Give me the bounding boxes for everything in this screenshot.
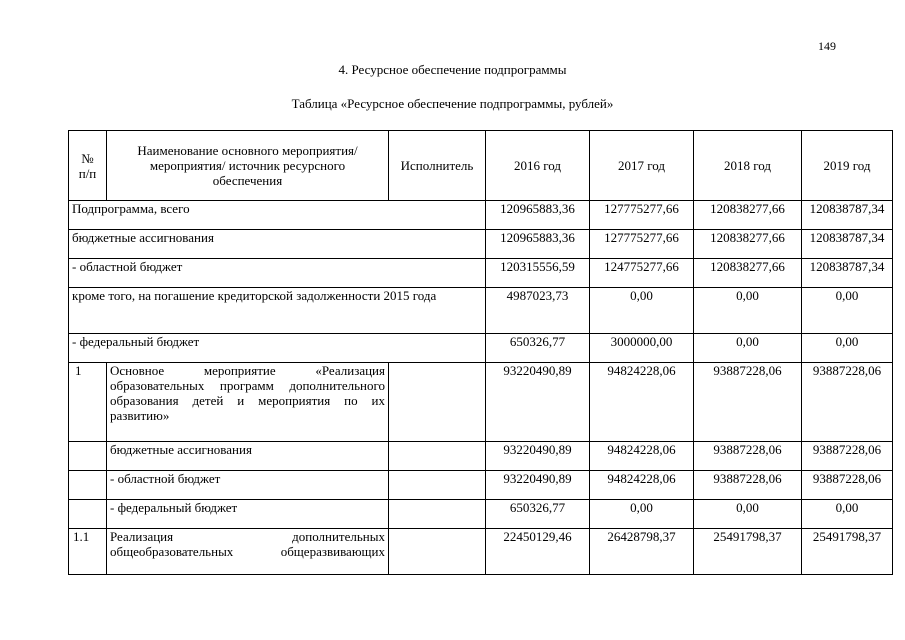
row-executor: [389, 363, 486, 442]
row-label: - областной бюджет: [69, 259, 486, 288]
value-2016: 120965883,36: [486, 230, 590, 259]
row-label: бюджетные ассигнования: [107, 442, 389, 471]
row-num: [69, 442, 107, 471]
table-row: [69, 471, 893, 500]
value-2019: 120838787,34: [802, 201, 893, 230]
value-2019: 120838787,34: [802, 230, 893, 259]
value-2018: 0,00: [694, 334, 802, 363]
row-executor: [389, 442, 486, 471]
row-label: кроме того, на погашение кредиторской задолженности 2015 года: [69, 288, 486, 334]
value-2016: 120315556,59: [486, 259, 590, 288]
header-name: Наименование основного мероприятия/мероприятия/ источник ресурсного обеспечения: [107, 131, 389, 201]
row-label: бюджетные ассигнования: [69, 230, 486, 259]
value-2016: 93220490,89: [486, 442, 590, 471]
value-2016: 93220490,89: [486, 471, 590, 500]
value-2017: 0,00: [590, 500, 694, 529]
table-row: [69, 230, 893, 259]
value-2018: 0,00: [694, 500, 802, 529]
header-num: № п/п: [69, 131, 107, 201]
value-2017: 127775277,66: [590, 230, 694, 259]
value-2017: 0,00: [590, 288, 694, 334]
row-label: Подпрограмма, всего: [69, 201, 486, 230]
value-2019: 25491798,37: [802, 529, 893, 575]
value-2016: 22450129,46: [486, 529, 590, 575]
row-num: [69, 500, 107, 529]
value-2018: 120838277,66: [694, 259, 802, 288]
header-2017: 2017 год: [590, 131, 694, 201]
value-2016: 120965883,36: [486, 201, 590, 230]
table-row: [69, 288, 893, 334]
row-executor: [389, 500, 486, 529]
value-2019: 120838787,34: [802, 259, 893, 288]
table-row: [69, 500, 893, 529]
row-num: [69, 471, 107, 500]
value-2018: 25491798,37: [694, 529, 802, 575]
row-num: 1: [69, 363, 107, 442]
value-2017: 94824228,06: [590, 363, 694, 442]
value-2019: 0,00: [802, 500, 893, 529]
value-2019: 93887228,06: [802, 442, 893, 471]
table-title: Таблица «Ресурсное обеспечение подпрограммы, рублей»: [291, 96, 614, 111]
row-label: - областной бюджет: [107, 471, 389, 500]
value-2018: 93887228,06: [694, 363, 802, 442]
table-row: [69, 334, 893, 363]
table-header-row: [69, 131, 893, 201]
value-2016: 93220490,89: [486, 363, 590, 442]
row-label: Реализация дополнительных общеобразовательных общеразвивающих: [107, 529, 389, 575]
value-2018: 120838277,66: [694, 230, 802, 259]
header-2018: 2018 год: [694, 131, 802, 201]
row-executor: [389, 529, 486, 575]
table-row: [69, 442, 893, 471]
value-2017: 26428798,37: [590, 529, 694, 575]
header-executor: Исполнитель: [389, 131, 486, 201]
value-2017: 94824228,06: [590, 471, 694, 500]
row-executor: [389, 471, 486, 500]
value-2019: 0,00: [802, 334, 893, 363]
page-number: 149: [818, 39, 836, 53]
value-2019: 93887228,06: [802, 471, 893, 500]
value-2017: 124775277,66: [590, 259, 694, 288]
row-label: Основное мероприятие «Реализация образовательных программ дополнительного образования детей и мероприятия по их развитию»: [107, 363, 389, 442]
value-2017: 3000000,00: [590, 334, 694, 363]
value-2019: 0,00: [802, 288, 893, 334]
table-row: [69, 201, 893, 230]
value-2018: 120838277,66: [694, 201, 802, 230]
value-2017: 94824228,06: [590, 442, 694, 471]
row-label: - федеральный бюджет: [69, 334, 486, 363]
table-row: [69, 259, 893, 288]
value-2018: 0,00: [694, 288, 802, 334]
value-2016: 650326,77: [486, 334, 590, 363]
header-2019: 2019 год: [802, 131, 893, 201]
row-label: - федеральный бюджет: [107, 500, 389, 529]
header-2016: 2016 год: [486, 131, 590, 201]
resource-table: [68, 130, 893, 575]
row-num: 1.1: [69, 529, 107, 575]
value-2019: 93887228,06: [802, 363, 893, 442]
value-2016: 4987023,73: [486, 288, 590, 334]
table-row: [69, 363, 893, 442]
value-2018: 93887228,06: [694, 471, 802, 500]
table-row: [69, 529, 893, 575]
section-title: 4. Ресурсное обеспечение подпрограммы: [338, 62, 567, 77]
value-2016: 650326,77: [486, 500, 590, 529]
value-2018: 93887228,06: [694, 442, 802, 471]
value-2017: 127775277,66: [590, 201, 694, 230]
